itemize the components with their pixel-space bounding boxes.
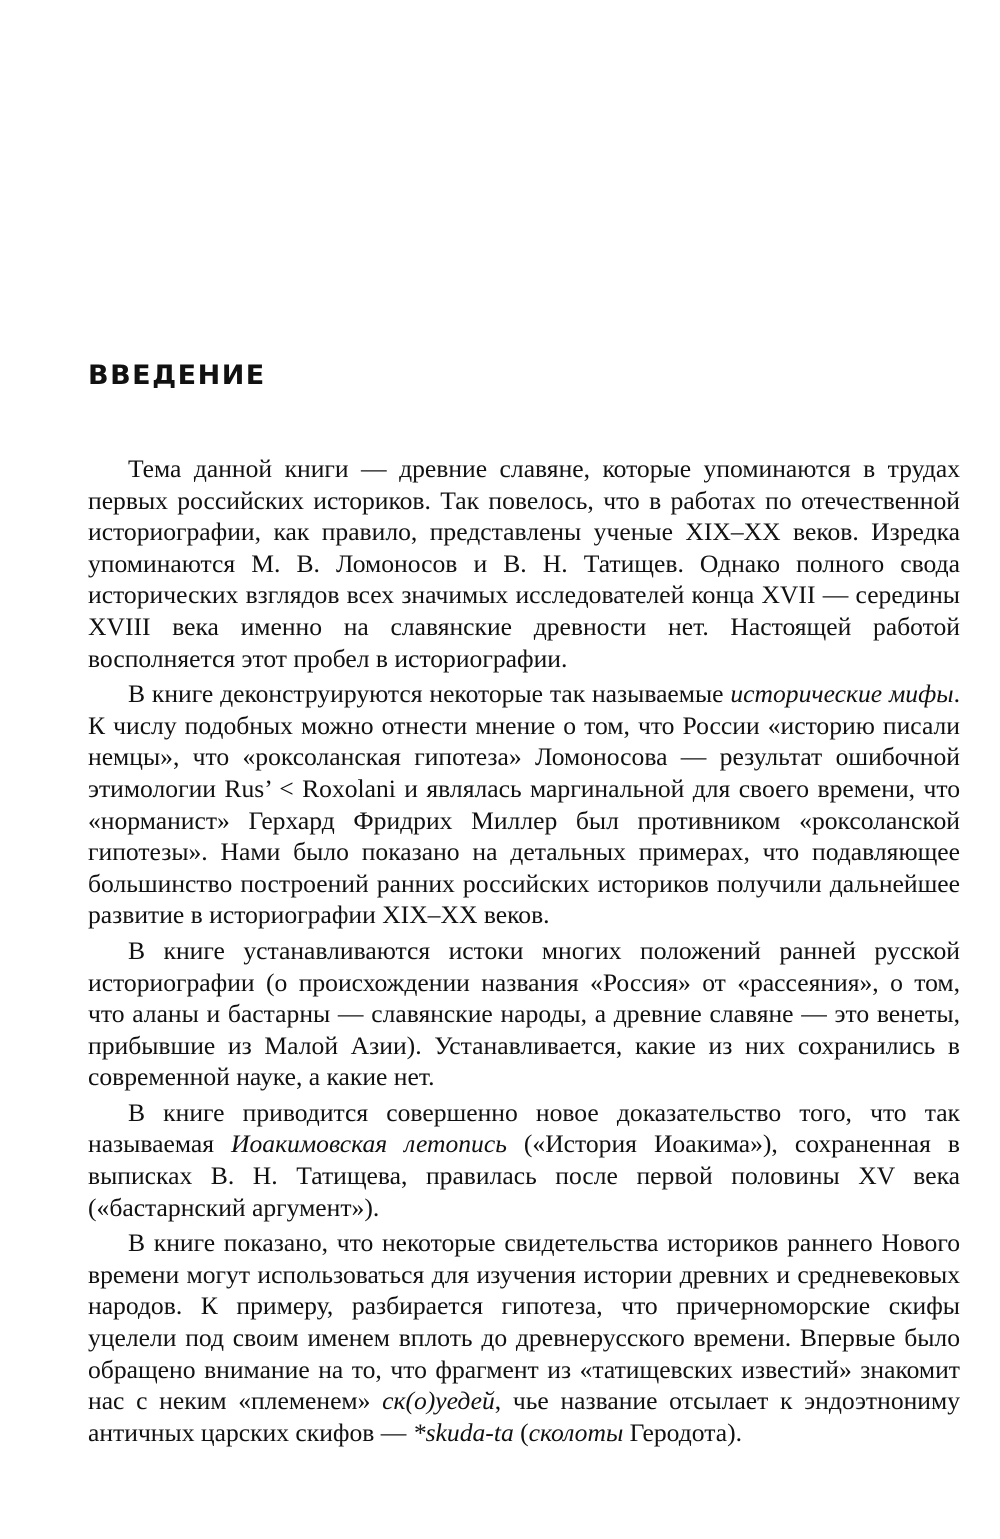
text-segment: В книге приводится совершенно новое доказательство того, что так называемая — [88, 1097, 960, 1159]
italic-term: исторические мифы — [730, 679, 954, 709]
text-segment: . К числу подобных можно отнести мнение о том, что России «историю писали немцы», что «роксоланская гипотеза» Ломоносова — результат ошибочной этимологии Rus’ < Roxolani и являлась маргинальной для своего времени, что «норманист» Герхард Фридрих Миллер был противником «роксоланской гипотезы». Нами было показано на детальных примерах, что подавляющее большинство построений ранних российских историков получили дальнейшее развитие в историографии XIX–XX веков. — [88, 679, 960, 930]
text-segment: Тема данной книги — древние славяне, которые упоминаются в трудах первых российских историков. Так повелось, что в работах по отечественной историографии, как правило, представлены ученые XIX–XX веков. Изредка упоминаются М. В. Ломоносов и В. Н. Татищев. Однако полного свода исторических взглядов всех значимых исследователей конца XVII — середины XVIII века именно на славянские древности нет. Настоящей работой восполняется этот пробел в историографии. — [88, 454, 960, 673]
paragraph — [88, 1227, 960, 1448]
text-segment: («История Иоакима»), сохраненная в выписках В. Н. Татищева, правилась после первой половины XV века («бастарнский аргумент»). — [88, 1129, 960, 1222]
text-segment: ( — [513, 1417, 529, 1447]
italic-term: ск(о)уедей — [382, 1386, 495, 1416]
body-text — [88, 453, 960, 1452]
italic-term: Иоакимовская летопись — [231, 1129, 507, 1159]
text-segment: В книге деконструируются некоторые так называемые — [128, 679, 731, 709]
text-segment: , чье название отсылает к эндоэтнониму античных царских скифов — — [88, 1386, 960, 1447]
paragraph — [88, 935, 960, 1093]
paragraph — [88, 678, 960, 931]
italic-term: *skuda-ta — [412, 1417, 514, 1447]
paragraph — [88, 1097, 960, 1223]
italic-term: сколоты — [528, 1417, 624, 1447]
text-segment: В книге устанавливаются истоки многих положений ранней русской историографии (о происхождении названия «Россия» от «рассеяния», о том, что аланы и бастарны — славянские народы, а древние славяне — это венеты, прибывшие из Малой Азии). Устанавливается, какие из них сохранились в современной науке, а какие нет. — [88, 935, 960, 1092]
text-segment: В книге показано, что некоторые свидетельства историков раннего Нового времени могут использоваться для изучения истории древних и средневековых народов. К примеру, разбирается гипотеза, что причерноморские скифы уцелели под своим именем вплоть до древнерусского времени. Впервые было обращено внимание на то, что фрагмент из «татищевских известий» знакомит нас с неким «племенем» — [88, 1228, 960, 1416]
chapter-heading: ВВЕДЕНИЕ — [88, 360, 266, 391]
paragraph — [88, 453, 960, 674]
text-segment: Геродота). — [623, 1417, 743, 1447]
